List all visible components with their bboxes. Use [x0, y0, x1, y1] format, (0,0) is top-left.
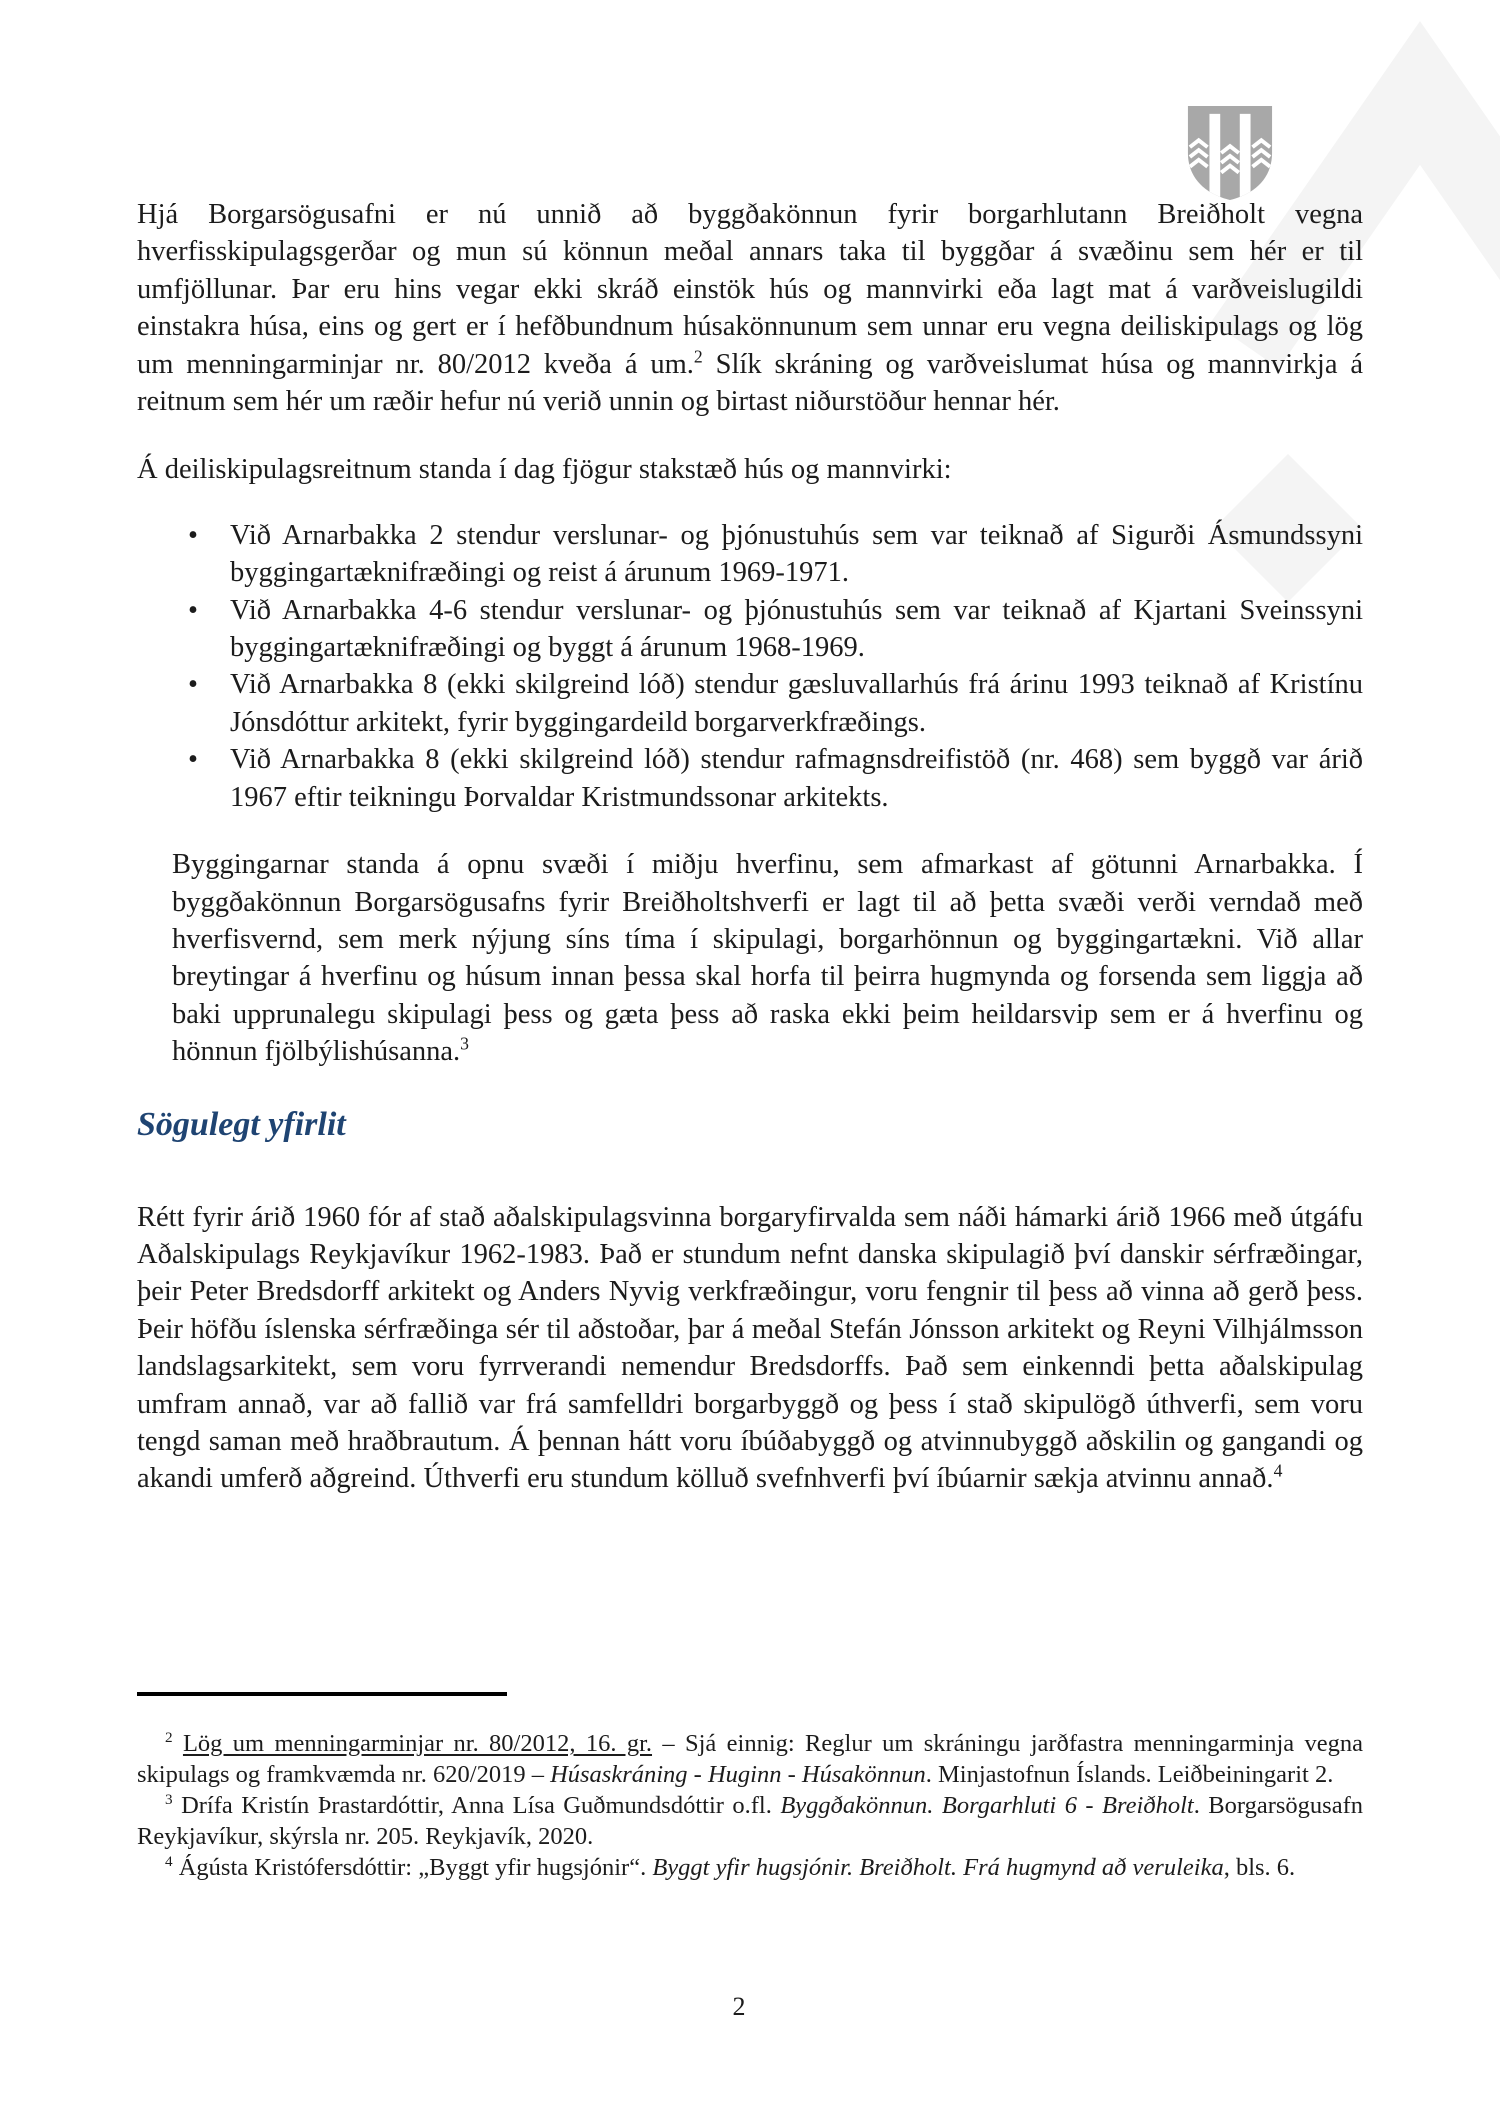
footnote-list	[137, 1728, 1363, 1883]
footnote-marker-2: 2	[165, 1728, 173, 1746]
text-segment: Rétt fyrir árið 1960 fór af stað aðalskipulagsvinna borgaryfirvalda sem náði hámarki árið 1966 með útgáfu Aðalskipulags Reykjavíkur 1962-1983. Það er stundum nefnt danska skipulagið því danskir sérfræðingar, þeir Peter Bredsdorff arkitekt og Anders Nyvig verkfræðingur, voru fengnir til þess að vinna að gerð þess. Þeir höfðu íslenska sérfræðinga sér til aðstoðar, þar á meðal Stefán Jónsson arkitekt og Reyni Vilhjálmsson landslagsarkitekt, sem voru fyrrverandi nemendur Bredsdorffs. Það sem einkenndi þetta aðalskipulag umfram annað, var að fallið var frá samfelldri borgarbyggð og þess í stað skipulögð úthverfi, sem voru tengd saman með hraðbrautum. Á þennan hátt voru íbúðabyggð og atvinnubyggð aðskilin og gangandi og akandi umferð aðgreind. Úthverfi eru stundum kölluð svefnhverfi því íbúarnir sækja atvinnu annað.	[137, 1201, 1363, 1495]
bullet-icon: •	[188, 669, 198, 701]
list-item	[137, 592, 1363, 667]
list-item-text: Við Arnarbakka 8 (ekki skilgreind lóð) stendur gæsluvallarhús frá árinu 1993 teiknað af Kristínu Jónsdóttur arkitekt, fyrir byggingardeild borgarverkfræðings.	[230, 669, 1363, 738]
list-item-text: Við Arnarbakka 2 stendur verslunar- og þjónustuhús sem var teiknað af Sigurði Ásmundssyni byggingartæknifræðingi og reist á árunum 1969-1971.	[230, 519, 1363, 589]
text-segment: Hjá Borgarsögusafni er nú unnið að byggðakönnun fyrir borgarhlutann Breiðholt vegna hverfisskipulagsgerðar og mun sú könnun meðal annars taka til byggðar á svæðinu sem hér er til umfjöllunar. Þar eru hins vegar ekki skráð einstök hús og mannvirki eða lagt mat á varðveislugildi einstakra húsa, eins og gert er í hefðbundnum húsakönnunum sem unnar eru vegna deiliskipulags og lög um menningarminjar nr. 80/2012 kveða á um.	[137, 199, 1363, 380]
text-segment: Drífa Kristín Þrastardóttir, Anna Lísa Guðmundsdóttir o.fl.	[181, 1792, 781, 1819]
bullet-icon: •	[188, 594, 198, 626]
law-reference-link[interactable]: Lög um menningarminjar nr. 80/2012, 16. gr.	[182, 1730, 653, 1757]
text-segment: Byggt yfir hugsjónir. Breiðholt. Frá hugmynd að veruleika	[652, 1854, 1224, 1881]
footnotes-section	[137, 1692, 1363, 1883]
text-segment: Slík skráning og varðveislumat húsa og mannvirkja á reitnum sem hér um ræðir hefur nú verið unnin og birtast niðurstöður hennar hér.	[137, 348, 1363, 418]
text-segment: – Sjá einnig: Reglur um skráningu jarðfastra menningarminja vegna skipulags og framkvæmda nr. 620/2019 –	[137, 1730, 1363, 1788]
bullet-icon: •	[188, 519, 198, 551]
paragraph-history	[137, 1199, 1363, 1498]
list-item-text: Við Arnarbakka 4-6 stendur verslunar- og þjónustuhús sem var teiknað af Kjartani Sveinssyni byggingartæknifræðingi og byggt á árunum 1968-1969.	[230, 594, 1363, 664]
building-list	[137, 517, 1363, 816]
footnote-marker-4: 4	[165, 1852, 173, 1870]
page-number: 2	[732, 1992, 746, 2021]
footnote-3	[137, 1790, 1363, 1852]
list-item-text: Við Arnarbakka 8 (ekki skilgreind lóð) stendur rafmagnsdreifistöð (nr. 468) sem byggð var árið 1967 eftir teikningu Þorvaldar Kristmundssonar arkitekts.	[230, 744, 1363, 813]
text-segment: Byggingarnar standa á opnu svæði í miðju hverfinu, sem afmarkast af götunni Arnarbakka. Í byggðakönnun Borgarsögusafns fyrir Breiðholtshverfi er lagt til að þetta svæði verði verndað með hverfisvernd, sem merk nýjung síns tíma í skipulagi, borgarhönnun og byggingartækni. Við allar breytingar á hverfinu og húsum innan þessa skal horfa til þeirra hugmynda og forsenda sem liggja að baki upprunalegu skipulagi þess og gæta þess að raska ekki þeim heildarsvip sem er á hverfinu og hönnun fjölbýlishúsanna.	[172, 849, 1363, 1068]
paragraph-protection	[172, 846, 1363, 1070]
footnote-ref-3: 3	[460, 1033, 469, 1054]
text-column	[137, 196, 1363, 1498]
text-segment: . Minjastofnun Íslands. Leiðbeiningarit 2.	[925, 1761, 1334, 1788]
text-segment: . Borgarsögusafn Reykjavíkur, skýrsla nr. 205. Reykjavík, 2020.	[137, 1792, 1363, 1850]
text-segment: Byggðakönnun. Borgarhluti 6 - Breiðholt	[780, 1792, 1194, 1819]
paragraph-intro	[137, 196, 1363, 420]
text-segment: , bls. 6.	[1223, 1854, 1296, 1881]
list-item	[137, 741, 1363, 816]
section-heading: Sögulegt yfirlit	[137, 1105, 346, 1143]
footnote-marker-3: 3	[165, 1790, 173, 1808]
list-item	[137, 666, 1363, 741]
text-segment: Ágústa Kristófersdóttir: „Byggt yfir hugsjónir“.	[178, 1854, 653, 1881]
footnote-2	[137, 1728, 1363, 1790]
footnote-ref-4: 4	[1273, 1460, 1283, 1481]
footnote-ref-2: 2	[693, 346, 703, 367]
footnote-4	[137, 1852, 1363, 1883]
text-segment: Húsaskráning - Huginn - Húsakönnun	[550, 1761, 926, 1788]
footnote-separator-line	[137, 1692, 507, 1696]
list-item	[137, 517, 1363, 592]
paragraph-list-intro: Á deiliskipulagsreitnum standa í dag fjögur stakstæð hús og mannvirki:	[137, 454, 952, 486]
bullet-icon: •	[188, 744, 198, 776]
reykjavik-coat-of-arms-logo	[1185, 103, 1275, 203]
